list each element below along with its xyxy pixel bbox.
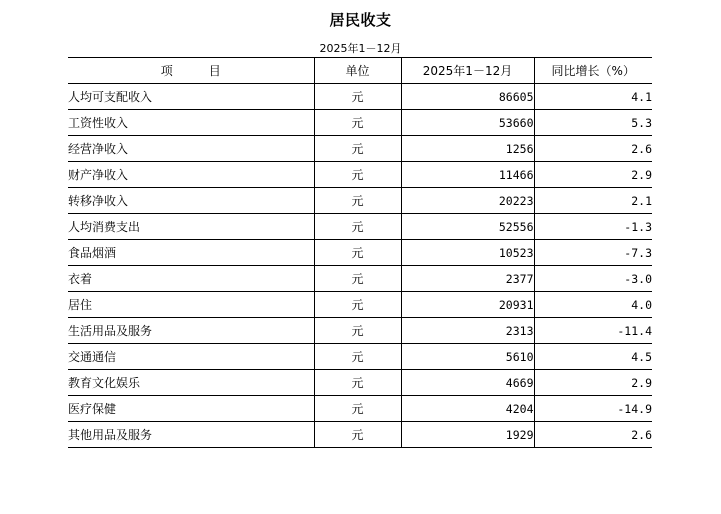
row-growth: 2.1 <box>534 188 652 214</box>
table-body <box>68 84 652 448</box>
row-unit: 元 <box>314 344 401 370</box>
row-unit: 元 <box>314 84 401 110</box>
table-row <box>68 84 652 110</box>
table-header-row <box>68 58 652 84</box>
row-item-name: 工资性收入 <box>68 110 314 136</box>
table-row <box>68 188 652 214</box>
row-growth: 2.9 <box>534 370 652 396</box>
table-row <box>68 292 652 318</box>
row-value: 11466 <box>401 162 534 188</box>
row-unit: 元 <box>314 162 401 188</box>
row-unit: 元 <box>314 110 401 136</box>
row-value: 1256 <box>401 136 534 162</box>
row-growth: 4.0 <box>534 292 652 318</box>
table-row <box>68 214 652 240</box>
table-row <box>68 344 652 370</box>
table-row <box>68 266 652 292</box>
row-unit: 元 <box>314 422 401 448</box>
row-item-name: 医疗保健 <box>68 396 314 422</box>
table-row <box>68 240 652 266</box>
row-value: 4669 <box>401 370 534 396</box>
row-value: 53660 <box>401 110 534 136</box>
table-row <box>68 396 652 422</box>
row-value: 5610 <box>401 344 534 370</box>
row-value: 20223 <box>401 188 534 214</box>
row-growth: 2.6 <box>534 422 652 448</box>
row-unit: 元 <box>314 370 401 396</box>
table-row <box>68 422 652 448</box>
header-value: 2025年1－12月 <box>401 58 534 84</box>
row-item-name: 交通通信 <box>68 344 314 370</box>
table-row <box>68 162 652 188</box>
row-value: 10523 <box>401 240 534 266</box>
row-unit: 元 <box>314 292 401 318</box>
row-value: 20931 <box>401 292 534 318</box>
row-growth: 2.9 <box>534 162 652 188</box>
row-growth: -11.4 <box>534 318 652 344</box>
row-growth: -3.0 <box>534 266 652 292</box>
table-row <box>68 318 652 344</box>
row-growth: 5.3 <box>534 110 652 136</box>
header-growth: 同比增长（%） <box>534 58 652 84</box>
header-unit: 单位 <box>314 58 401 84</box>
row-item-name: 人均消费支出 <box>68 214 314 240</box>
row-value: 2377 <box>401 266 534 292</box>
row-growth: 4.5 <box>534 344 652 370</box>
page-title: 居民收支 <box>329 11 392 29</box>
table-row <box>68 110 652 136</box>
row-unit: 元 <box>314 214 401 240</box>
row-item-name: 转移净收入 <box>68 188 314 214</box>
row-item-name: 生活用品及服务 <box>68 318 314 344</box>
row-unit: 元 <box>314 318 401 344</box>
table-row <box>68 370 652 396</box>
row-unit: 元 <box>314 266 401 292</box>
income-expenditure-table <box>68 57 652 448</box>
row-item-name: 人均可支配收入 <box>68 84 314 110</box>
row-unit: 元 <box>314 396 401 422</box>
header-item-a: 项 <box>160 64 173 78</box>
row-value: 86605 <box>401 84 534 110</box>
row-item-name: 教育文化娱乐 <box>68 370 314 396</box>
row-item-name: 经营净收入 <box>68 136 314 162</box>
row-growth: 4.1 <box>534 84 652 110</box>
row-item-name: 财产净收入 <box>68 162 314 188</box>
row-unit: 元 <box>314 136 401 162</box>
period-subtitle: 2025年1－12月 <box>319 42 402 55</box>
row-unit: 元 <box>314 240 401 266</box>
row-growth: -7.3 <box>534 240 652 266</box>
header-item <box>68 58 314 84</box>
row-growth: 2.6 <box>534 136 652 162</box>
row-unit: 元 <box>314 188 401 214</box>
table-row <box>68 136 652 162</box>
row-item-name: 居住 <box>68 292 314 318</box>
row-item-name: 其他用品及服务 <box>68 422 314 448</box>
row-value: 1929 <box>401 422 534 448</box>
row-value: 2313 <box>401 318 534 344</box>
row-growth: -1.3 <box>534 214 652 240</box>
row-item-name: 食品烟酒 <box>68 240 314 266</box>
row-value: 52556 <box>401 214 534 240</box>
row-value: 4204 <box>401 396 534 422</box>
header-item-b: 目 <box>208 64 221 78</box>
row-growth: -14.9 <box>534 396 652 422</box>
row-item-name: 衣着 <box>68 266 314 292</box>
